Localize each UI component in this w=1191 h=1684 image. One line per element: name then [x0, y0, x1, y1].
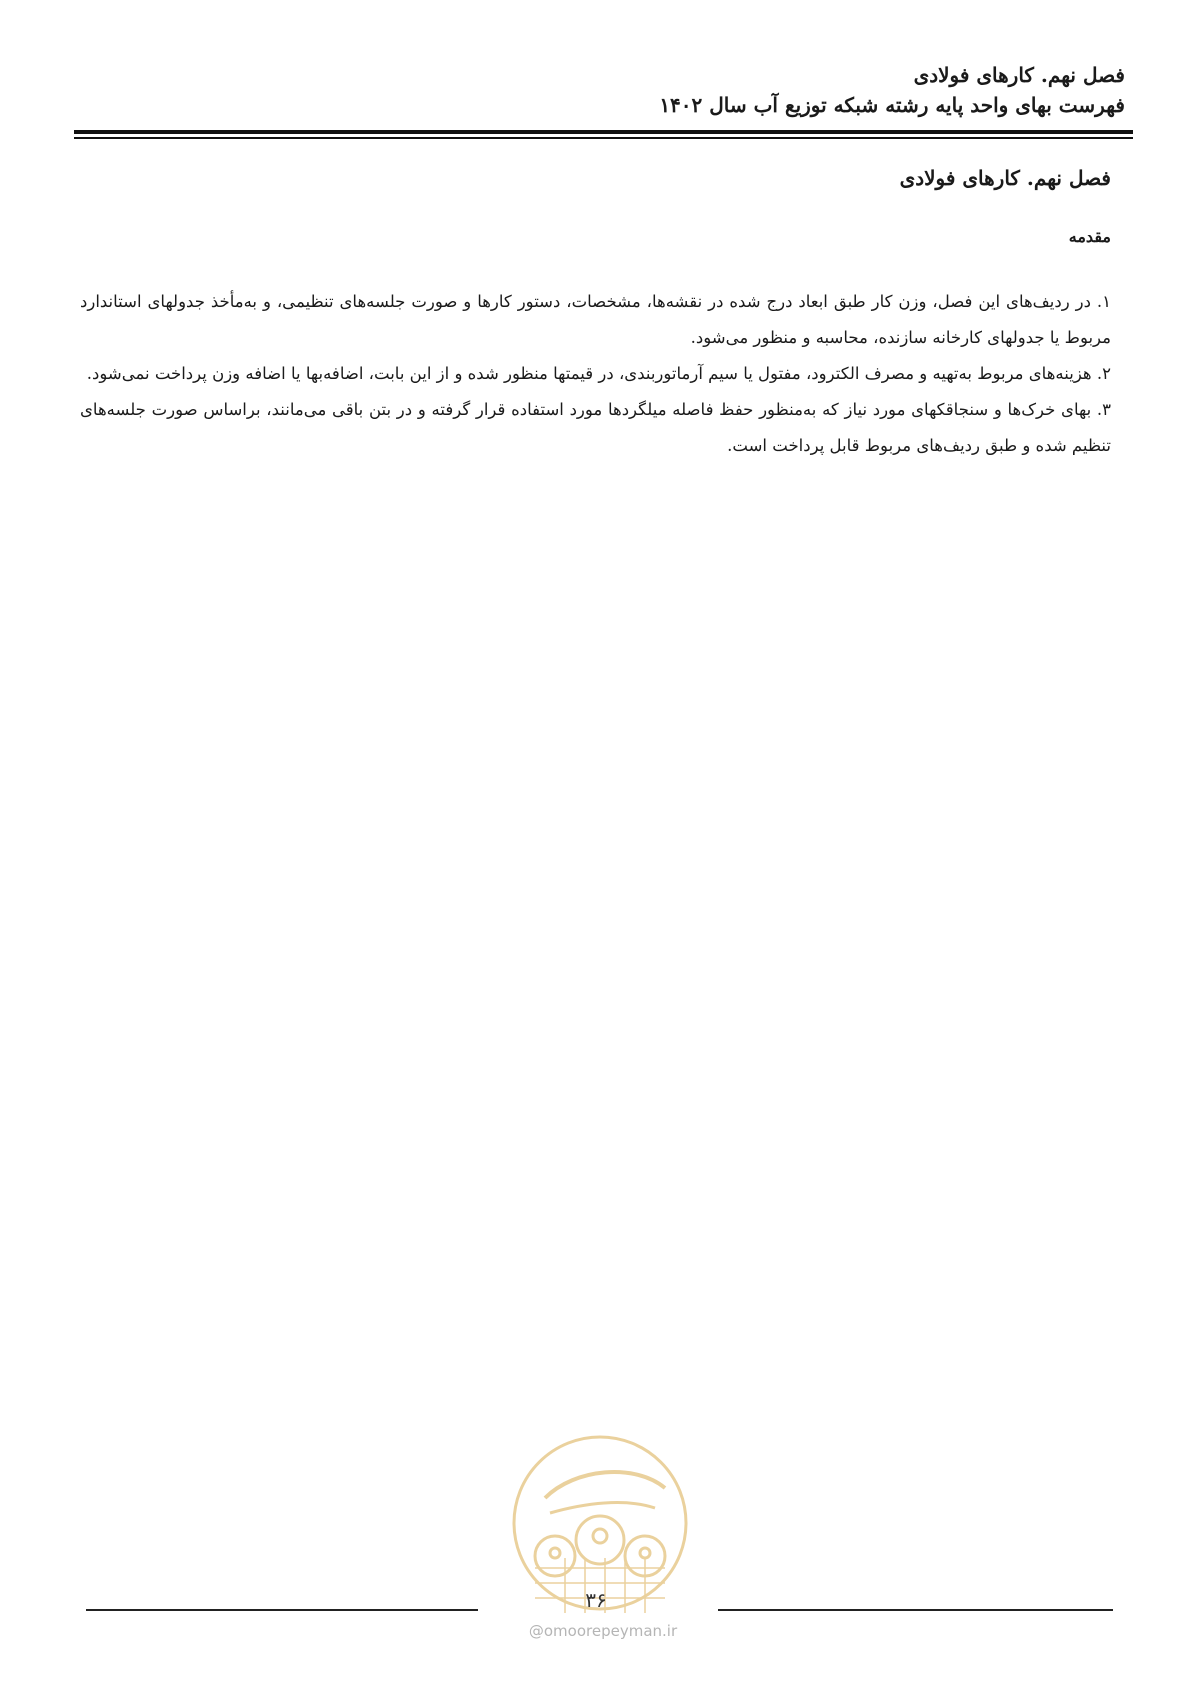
page-number: ۳۶ — [585, 1588, 607, 1612]
paragraph-1: ۱. در ردیف‌های این فصل، وزن کار طبق ابعاد درج شده در نقشه‌ها، مشخصات، دستور کارها و صورت جلسه‌های تنظیمی، و به‌مأخذ جدولهای استاندارد مربوط یا جدولهای کارخانه سازنده، محاسبه و منظور می‌شود. — [80, 292, 1111, 347]
footer-divider-right — [718, 1609, 1113, 1611]
paragraph-3: ۳. بهای خرک‌ها و سنجاقکهای مورد نیاز که به‌منظور حفظ فاصله میلگردها مورد استفاده قرار گرفته و در بتن باقی می‌مانند، براساس صورت جلسه‌های تنظیم شده و طبق ردیف‌های مربوط قابل پرداخت است. — [80, 400, 1111, 455]
paragraph-2: ۲. هزینه‌های مربوط به‌تهیه و مصرف الکترود، مفتول یا سیم آرماتوربندی، در قیمتها منظور شده و از این بابت، اضافه‌بها یا اضافه وزن پرداخت نمی‌شود. — [86, 364, 1111, 383]
header-chapter: فصل نهم. کارهای فولادی — [913, 63, 1125, 87]
intro-heading: مقدمه — [1068, 227, 1111, 246]
header-divider-thick — [74, 130, 1133, 134]
header-book-title: فهرست بهای واحد پایه رشته شبکه توزیع آب سال ۱۴۰۲ — [659, 93, 1125, 117]
header-divider-thin — [74, 137, 1133, 139]
footer-divider-left — [86, 1609, 478, 1611]
page-header — [66, 60, 1125, 120]
section-title: فصل نهم. کارهای فولادی — [899, 166, 1111, 190]
site-watermark-text: @omoorepeyman.ir — [528, 1622, 678, 1640]
section-body — [80, 284, 1111, 464]
